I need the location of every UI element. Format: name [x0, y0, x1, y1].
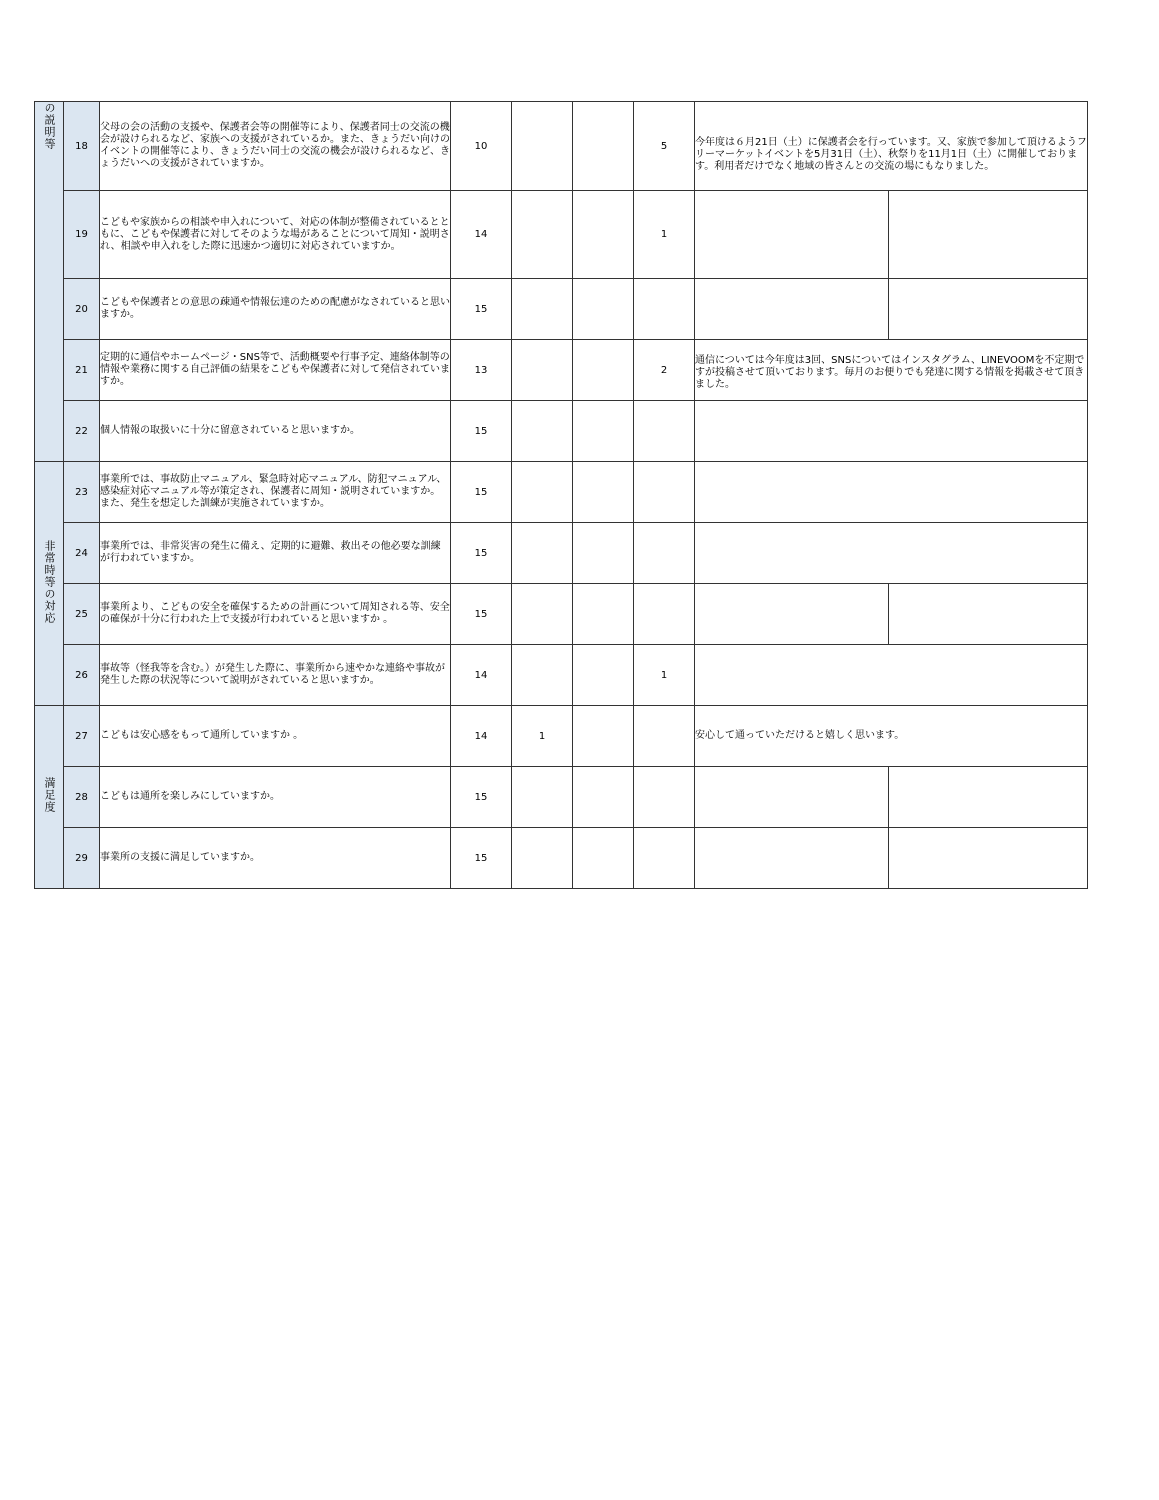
- count-cell: [634, 401, 695, 462]
- question-text: 父母の会の活動の支援や、保護者会等の開催等により、保護者同士の交流の機会が設けられるなど、家族への支援がされているか。また、きょうだい向けのイベントの開催等により、きょうだい同士の交流の機会が設けられるなど、きょうだいへの支援がされていますか。: [100, 102, 451, 191]
- comment-cell-extra: [889, 191, 1088, 279]
- table-row: [35, 584, 1088, 645]
- table-row: [35, 767, 1088, 828]
- count-cell: [573, 828, 634, 889]
- count-cell: [573, 767, 634, 828]
- count-cell: [634, 462, 695, 523]
- question-text: 定期的に通信やホームページ・SNS等で、活動概要や行事予定、連絡体制等の情報や業務に関する自己評価の結果をこどもや保護者に対して発信されていますか。: [100, 340, 451, 401]
- comment-cell: [695, 523, 1088, 584]
- question-text: 事業所では、事故防止マニュアル、緊急時対応マニュアル、防犯マニュアル、感染症対応マニュアル等が策定され、保護者に周知・説明されていますか。また、発生を想定した訓練が実施されていますか。: [100, 462, 451, 523]
- count-cell: [634, 706, 695, 767]
- comment-cell-extra: [889, 828, 1088, 889]
- count-cell: 1: [512, 706, 573, 767]
- comment-cell: 安心して通っていただけると嬉しく思います。: [695, 706, 1088, 767]
- count-cell: [573, 279, 634, 340]
- count-cell: 15: [451, 401, 512, 462]
- category-cell: [35, 706, 64, 889]
- count-cell: 10: [451, 102, 512, 191]
- table-row: [35, 279, 1088, 340]
- category-label: の説明等: [43, 102, 56, 150]
- count-cell: [512, 645, 573, 706]
- question-text: こどもや保護者との意思の疎通や情報伝達のための配慮がなされていると思いますか。: [100, 279, 451, 340]
- comment-cell: [695, 584, 889, 645]
- comment-cell: [695, 645, 1088, 706]
- row-number: 21: [64, 340, 100, 401]
- count-cell: [512, 191, 573, 279]
- count-cell: [634, 828, 695, 889]
- count-cell: [573, 401, 634, 462]
- count-cell: [634, 523, 695, 584]
- question-text: こどもは安心感をもって通所していますか 。: [100, 706, 451, 767]
- table-row: [35, 828, 1088, 889]
- category-cell: [35, 462, 64, 706]
- count-cell: 5: [634, 102, 695, 191]
- count-cell: [634, 279, 695, 340]
- row-number: 24: [64, 523, 100, 584]
- table-row: [35, 462, 1088, 523]
- count-cell: [573, 191, 634, 279]
- count-cell: [512, 102, 573, 191]
- table-row: [35, 401, 1088, 462]
- row-number: 28: [64, 767, 100, 828]
- comment-cell: 今年度は６月21日（土）に保護者会を行っています。又、家族で参加して頂けるようフリーマーケットイベントを5月31日（土）、秋祭りを11月1日（土）に開催しております。利用者だけでなく地域の皆さんとの交流の場にもなりました。: [695, 102, 1088, 191]
- row-number: 29: [64, 828, 100, 889]
- question-text: 事業所では、非常災害の発生に備え、定期的に避難、救出その他必要な訓練が行われていますか。: [100, 523, 451, 584]
- row-number: 26: [64, 645, 100, 706]
- row-number: 20: [64, 279, 100, 340]
- comment-cell: [695, 401, 1088, 462]
- question-text: 事業所の支援に満足していますか。: [100, 828, 451, 889]
- count-cell: [512, 462, 573, 523]
- count-cell: 15: [451, 462, 512, 523]
- comment-cell: 通信については今年度は3回、SNSについてはインスタグラム、LINEVOOMを不定期ですが投稿させて頂いております。毎月のお便りでも発達に関する情報を掲載させて頂きました。: [695, 340, 1088, 401]
- count-cell: [573, 102, 634, 191]
- count-cell: [573, 706, 634, 767]
- count-cell: [512, 401, 573, 462]
- question-text: 個人情報の取扱いに十分に留意されていると思いますか。: [100, 401, 451, 462]
- question-text: 事故等（怪我等を含む。）が発生した際に、事業所から速やかな連絡や事故が発生した際の状況等について説明がされていると思いますか。: [100, 645, 451, 706]
- row-number: 23: [64, 462, 100, 523]
- comment-cell: [695, 828, 889, 889]
- question-text: 事業所より、こどもの安全を確保するための計画について周知される等、安全の確保が十分に行われた上で支援が行われていると思いますか 。: [100, 584, 451, 645]
- comment-cell-extra: [889, 584, 1088, 645]
- count-cell: 1: [634, 191, 695, 279]
- comment-cell: [695, 279, 889, 340]
- row-number: 25: [64, 584, 100, 645]
- table-row: [35, 706, 1088, 767]
- count-cell: 2: [634, 340, 695, 401]
- count-cell: 15: [451, 767, 512, 828]
- count-cell: [512, 828, 573, 889]
- count-cell: 15: [451, 584, 512, 645]
- row-number: 19: [64, 191, 100, 279]
- table-row: [35, 340, 1088, 401]
- comment-cell: [695, 767, 889, 828]
- count-cell: 15: [451, 523, 512, 584]
- count-cell: [634, 767, 695, 828]
- count-cell: [573, 523, 634, 584]
- comment-cell-extra: [889, 767, 1088, 828]
- comment-cell: [695, 462, 1088, 523]
- count-cell: [573, 645, 634, 706]
- category-label: 満足度: [43, 777, 56, 813]
- count-cell: 13: [451, 340, 512, 401]
- survey-table: [34, 101, 1088, 889]
- question-text: こどもや家族からの相談や申入れについて、対応の体制が整備されているとともに、こどもや保護者に対してそのような場があることについて周知・説明され、相談や申入れをした際に迅速かつ適切に対応されていますか。: [100, 191, 451, 279]
- question-text: こどもは通所を楽しみにしていますか。: [100, 767, 451, 828]
- count-cell: 14: [451, 645, 512, 706]
- table-row: [35, 523, 1088, 584]
- count-cell: [512, 340, 573, 401]
- category-cell: [35, 102, 64, 462]
- row-number: 22: [64, 401, 100, 462]
- count-cell: 15: [451, 828, 512, 889]
- table-row: [35, 191, 1088, 279]
- count-cell: [512, 584, 573, 645]
- count-cell: [512, 523, 573, 584]
- count-cell: 14: [451, 706, 512, 767]
- count-cell: [512, 279, 573, 340]
- count-cell: 15: [451, 279, 512, 340]
- count-cell: [634, 584, 695, 645]
- table-row: [35, 645, 1088, 706]
- count-cell: 1: [634, 645, 695, 706]
- comment-cell: [695, 191, 889, 279]
- row-number: 27: [64, 706, 100, 767]
- category-label: 非常時等の対応: [43, 539, 56, 624]
- count-cell: [573, 584, 634, 645]
- count-cell: [573, 462, 634, 523]
- row-number: 18: [64, 102, 100, 191]
- count-cell: 14: [451, 191, 512, 279]
- count-cell: [512, 767, 573, 828]
- table-row: [35, 102, 1088, 191]
- comment-cell-extra: [889, 279, 1088, 340]
- count-cell: [573, 340, 634, 401]
